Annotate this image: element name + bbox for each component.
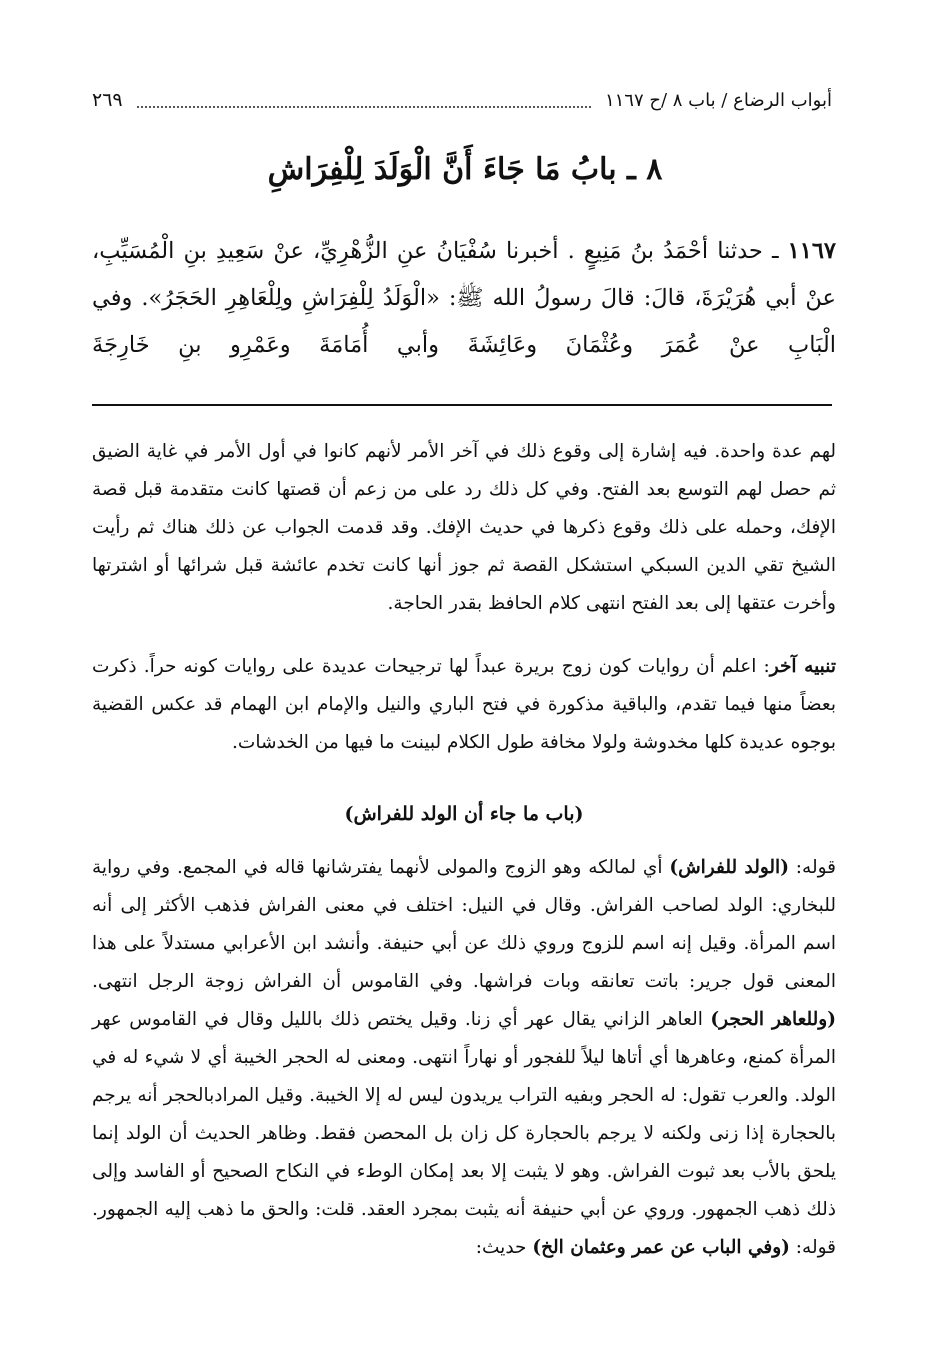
section-heading: (باب ما جاء أن الولد للفراش) bbox=[344, 803, 584, 825]
quoted-phrase: (وفي الباب عن عمر وعثمان الخ) bbox=[532, 1237, 790, 1258]
hadith-text: ـ حدثنا أحْمَدُ بنُ مَنِيعٍ . أخبرنا سُفْيَانُ عنِ الزُّهْرِيِّ، عنْ سَعِيدِ بنِ الْمُسَيِّبِ، عنْ أبي هُرَيْرَةَ، قالَ: قالَ رسولُ الله ﷺ: «الْوَلَدُ لِلْفِرَاشِ ولِلْعَاهِرِ الحَجَرُ». وفي الْبَابِ عنْ عُمَرَ وعُثْمَانَ وعَائِشَةَ وأبي أُمَامَةَ وعَمْرِو بنِ خَارِجَةَ bbox=[92, 238, 836, 358]
text-run: قوله: bbox=[788, 857, 836, 878]
commentary-note bbox=[92, 648, 836, 762]
text-run: أي لمالكه وهو الزوج والمولى لأنهما يفترشانها قاله في المجمع. وفي رواية للبخاري: الولد لصاحب الفراش. وقال في النيل: اختلف في معنى الفراش فذهب الأكثر إلى أنه اسم المرأة. وقيل إنه اسم للزوج وروي ذلك عن أبي حنيفة. وأنشد ابن الأعرابي مستدلاً على هذا المعنى قول جرير: باتت تعانقه وبات فراشها. وفي القاموس أن الفراش زوجة الرجل انتهى. bbox=[92, 857, 836, 992]
note-lead: تنبيه آخر bbox=[769, 656, 836, 677]
leader-dots bbox=[137, 92, 591, 108]
hadith-number: ١١٦٧ bbox=[787, 238, 837, 264]
page-number: ٢٦٩ bbox=[92, 89, 123, 111]
running-header bbox=[92, 84, 832, 116]
commentary-paragraph-1 bbox=[92, 433, 836, 623]
separator-rule bbox=[92, 404, 832, 406]
quoted-phrase: (وللعاهر الحجر) bbox=[710, 1009, 836, 1030]
text-run: حديث: bbox=[475, 1237, 533, 1258]
commentary-paragraph-3 bbox=[92, 849, 836, 1267]
text-run: العاهر الزاني يقال عهر أي زنا. وقيل يختص ذلك بالليل وقال في القاموس عهر المرأة كمنع، وعاهرها أي أتاها ليلاً للفجور أو نهاراً انتهى. ومعنى له الحجر الخيبة أي لا شيء له في الولد. والعرب تقول: له الحجر وبفيه التراب يريدون ليس له إلا الخيبة. وقيل المرادبالحجر أنه يرجم بالحجارة إذا زنى ولكنه لا يرجم بالحجارة كل زان بل المحصن فقط. وظاهر الحديث أن الولد إنما يلحق بالأب بعد ثبوت الفراش. وهو لا يثبت إلا بعد إمكان الوطء في النكاح الصحيح أو الفاسد وإلى ذلك ذهب الجمهور. وروي عن أبي حنيفة أنه يثبت بمجرد العقد. قلت: والحق ما ذهب إليه الجمهور. قوله: bbox=[92, 1009, 836, 1258]
commentary-text: لهم عدة واحدة. فيه إشارة إلى وقوع ذلك في آخر الأمر لأنهم كانوا في أول الأمر في غاية الضيق ثم حصل لهم التوسع بعد الفتح. وفي كل ذلك رد على من زعم أن قصتها كانت متقدمة قبل قصة الإفك، وحمله على ذلك وقوع ذكرها في حديث الإفك. وقد قدمت الجواب عن ذلك هناك ثم رأيت الشيخ تقي الدين السبكي استشكل القصة ثم جوز أنها كانت تخدم عائشة قبل شرائها أو اشترتها وأخرت عتقها إلى بعد الفتح انتهى كلام الحافظ بقدر الحاجة. bbox=[92, 441, 836, 614]
running-title: أبواب الرضاع / باب ٨ /ح ١١٦٧ bbox=[604, 89, 832, 111]
hadith-paragraph bbox=[92, 228, 836, 369]
quoted-phrase: (الولد للفراش) bbox=[669, 857, 789, 878]
hadith-text-block bbox=[92, 228, 836, 369]
note-text: : اعلم أن روايات كون زوج بريرة عبداً لها ترجيحات عديدة على روايات كونه حراً. ذكرت بعضاً منها فيما تقدم، والباقية مذكورة في فتح الباري والنيل والإمام ابن الهمام قد عكس القضية بوجوه عديدة كلها مخدوشة ولولا مخافة طول الكلام لبينت ما فيها من الخدشات. bbox=[92, 656, 836, 753]
commentary-explanation bbox=[92, 849, 836, 1267]
commentary-paragraph-2 bbox=[92, 648, 836, 762]
chapter-title: ٨ ـ بابُ مَا جَاءَ أَنَّ الْوَلَدَ لِلْفِرَاشِ bbox=[267, 152, 663, 187]
